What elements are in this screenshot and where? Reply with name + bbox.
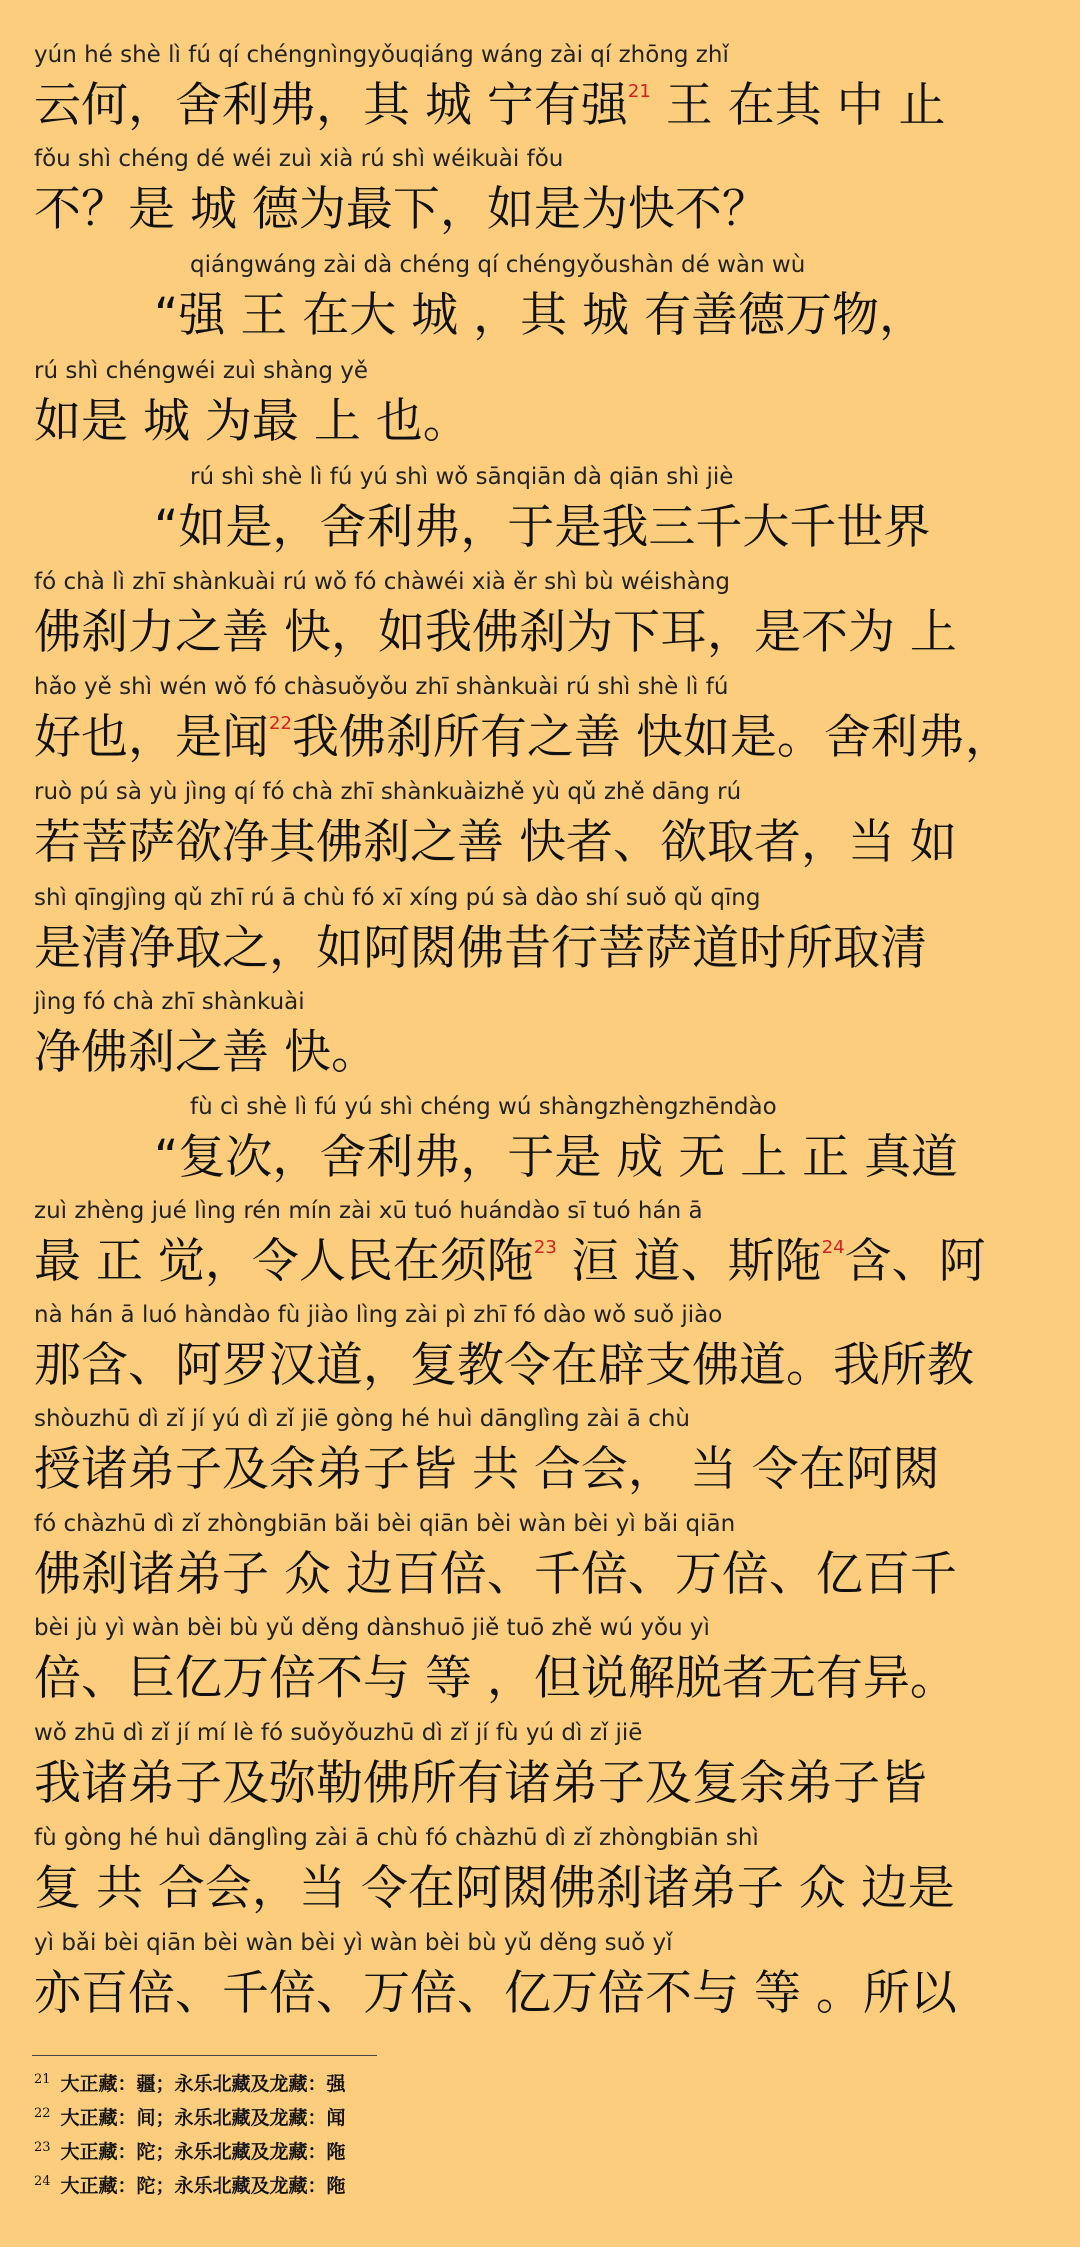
footnote-text: 大正藏：疆；永乐北藏及龙藏：强 <box>60 2073 346 2095</box>
pinyin-line: zuì zhèng jué lìng rén mín zài xū tuó huándào sī tuó hán ā <box>34 1198 703 1224</box>
footnote-number: 21 <box>34 2072 51 2087</box>
text-line-1 <box>0 40 1080 144</box>
text-line-2 <box>0 144 1080 248</box>
pinyin-line: yún hé shè lì fú qí chéngnìngyǒuqiáng wáng zài qí zhōng zhǐ <box>34 42 729 68</box>
text-line-19 <box>0 1928 1080 2032</box>
hanzi-line: 授诸弟子及余弟子皆 共 合会， 当 令在阿閦 <box>34 1442 940 1497</box>
footnote-text: 大正藏：间；永乐北藏及龙藏：闻 <box>60 2107 346 2129</box>
text-line-11 <box>0 1092 1080 1196</box>
pinyin-line: fó chàzhū dì zǐ zhòngbiān bǎi bèi qiān bèi wàn bèi yì bǎi qiān <box>34 1511 736 1537</box>
footnote-ref[interactable]: 23 <box>533 1237 557 1258</box>
footnote-24 <box>34 2170 346 2198</box>
hanzi-line: “复次，舍利弗，于是 成 无 上 正 真道 <box>154 1130 959 1185</box>
pinyin-line: jìng fó chà zhī shànkuài <box>34 989 305 1015</box>
pinyin-line: yì bǎi bèi qiān bèi wàn bèi yì wàn bèi bù yǔ děng suǒ yǐ <box>34 1930 673 1956</box>
footnote-divider <box>32 2055 377 2056</box>
text-line-15 <box>0 1509 1080 1613</box>
hanzi-line: 是清净取之，如阿閦佛昔行菩萨道时所取清 <box>34 921 927 976</box>
text-line-5 <box>0 462 1080 566</box>
text-line-9 <box>0 883 1080 987</box>
footnote-number: 22 <box>34 2106 51 2121</box>
hanzi-line: 净佛刹之善 快。 <box>34 1025 378 1080</box>
hanzi-line: 佛刹力之善 快，如我佛刹为下耳，是不为 上 <box>34 605 957 660</box>
pinyin-line: shì qīngjìng qǔ zhī rú ā chù fó xī xíng pú sà dào shí suǒ qǔ qīng <box>34 885 761 911</box>
hanzi-line: 若菩萨欲净其佛刹之善 快者、欲取者，当 如 <box>34 815 957 870</box>
text-line-8 <box>0 777 1080 881</box>
pinyin-line: fù cì shè lì fú yú shì chéng wú shàngzhèngzhēndào <box>190 1094 777 1120</box>
hanzi-line: 我诸弟子及弥勒佛所有诸弟子及复余弟子皆 <box>34 1756 927 1811</box>
text-line-3 <box>0 250 1080 354</box>
hanzi-line: 好也，是闻$^{22}$我佛刹所有之善 快如是。舍利弗， <box>34 710 1012 765</box>
hanzi-line: 不？是 城 德为最下，如是为快不？ <box>34 182 769 237</box>
footnote-ref[interactable]: 24 <box>821 1237 845 1258</box>
text-line-17 <box>0 1718 1080 1822</box>
pinyin-line: wǒ zhū dì zǐ jí mí lè fó suǒyǒuzhū dì zǐ jí fù yú dì zǐ jiē <box>34 1720 643 1746</box>
text-line-13 <box>0 1300 1080 1404</box>
hanzi-line: “如是，舍利弗，于是我三千大千世界 <box>154 500 931 555</box>
footnote-text: 大正藏：陀；永乐北藏及龙藏：陁 <box>60 2141 346 2163</box>
footnote-ref[interactable]: 21 <box>627 81 651 102</box>
footnote-text: 大正藏：陀；永乐北藏及龙藏：陁 <box>60 2175 346 2197</box>
hanzi-line: 那含、阿罗汉道，复教令在辟支佛道。我所教 <box>34 1338 974 1393</box>
text-line-14 <box>0 1404 1080 1508</box>
pinyin-line: fù gòng hé huì dānglìng zài ā chù fó chàzhū dì zǐ zhòngbiān shì <box>34 1825 759 1851</box>
hanzi-line: “强 王 在大 城 ，其 城 有善德万物， <box>154 288 926 343</box>
footnote-23 <box>34 2136 346 2164</box>
pinyin-line: bèi jù yì wàn bèi bù yǔ děng dànshuō jiě tuō zhě wú yǒu yì <box>34 1615 710 1641</box>
hanzi-line: 如是 城 为最 上 也。 <box>34 394 470 449</box>
hanzi-line: 亦百倍、千倍、万倍、亿万倍不与 等 。所以 <box>34 1966 957 2021</box>
pinyin-line: shòuzhū dì zǐ jí yú dì zǐ jiē gòng hé huì dānglìng zài ā chù <box>34 1406 690 1432</box>
pinyin-line: rú shì chéngwéi zuì shàng yě <box>34 358 369 384</box>
text-line-6 <box>0 567 1080 671</box>
pinyin-line: ruò pú sà yù jìng qí fó chà zhī shànkuàizhě yù qǔ zhě dāng rú <box>34 779 742 805</box>
hanzi-line: 倍、巨亿万倍不与 等 ，但说解脱者无有异。 <box>34 1651 957 1706</box>
text-line-10 <box>0 987 1080 1091</box>
pinyin-line: qiángwáng zài dà chéng qí chéngyǒushàn dé wàn wù <box>190 252 806 278</box>
footnote-number: 23 <box>34 2140 51 2155</box>
text-line-12 <box>0 1196 1080 1300</box>
hanzi-line: 复 共 合会，当 令在阿閦佛刹诸弟子 众 边是 <box>34 1861 955 1916</box>
text-line-4 <box>0 356 1080 460</box>
hanzi-line: 最 正 觉，令人民在须陁$^{23}$ 洹 道、斯陁$^{24}$含、阿 <box>34 1234 986 1289</box>
footnote-ref[interactable]: 22 <box>269 713 292 734</box>
pinyin-line: nà hán ā luó hàndào fù jiào lìng zài pì zhī fó dào wǒ suǒ jiào <box>34 1302 723 1328</box>
footnote-21 <box>34 2068 346 2096</box>
pinyin-line: rú shì shè lì fú yú shì wǒ sānqiān dà qiān shì jiè <box>190 464 734 490</box>
footnote-22 <box>34 2102 346 2130</box>
pinyin-line: hǎo yě shì wén wǒ fó chàsuǒyǒu zhī shànkuài rú shì shè lì fú <box>34 674 729 700</box>
footnote-number: 24 <box>34 2174 51 2189</box>
pinyin-line: fó chà lì zhī shànkuài rú wǒ fó chàwéi xià ěr shì bù wéishàng <box>34 569 731 595</box>
pinyin-line: fǒu shì chéng dé wéi zuì xià rú shì wéikuài fǒu <box>34 146 564 172</box>
text-line-7 <box>0 672 1080 776</box>
hanzi-line: 佛刹诸弟子 众 边百倍、千倍、万倍、亿百千 <box>34 1547 957 1602</box>
text-line-18 <box>0 1823 1080 1927</box>
text-line-16 <box>0 1613 1080 1717</box>
hanzi-line: 云何，舍利弗，其 城 宁有强$^{21}$ 王 在其 中 止 <box>34 78 946 133</box>
